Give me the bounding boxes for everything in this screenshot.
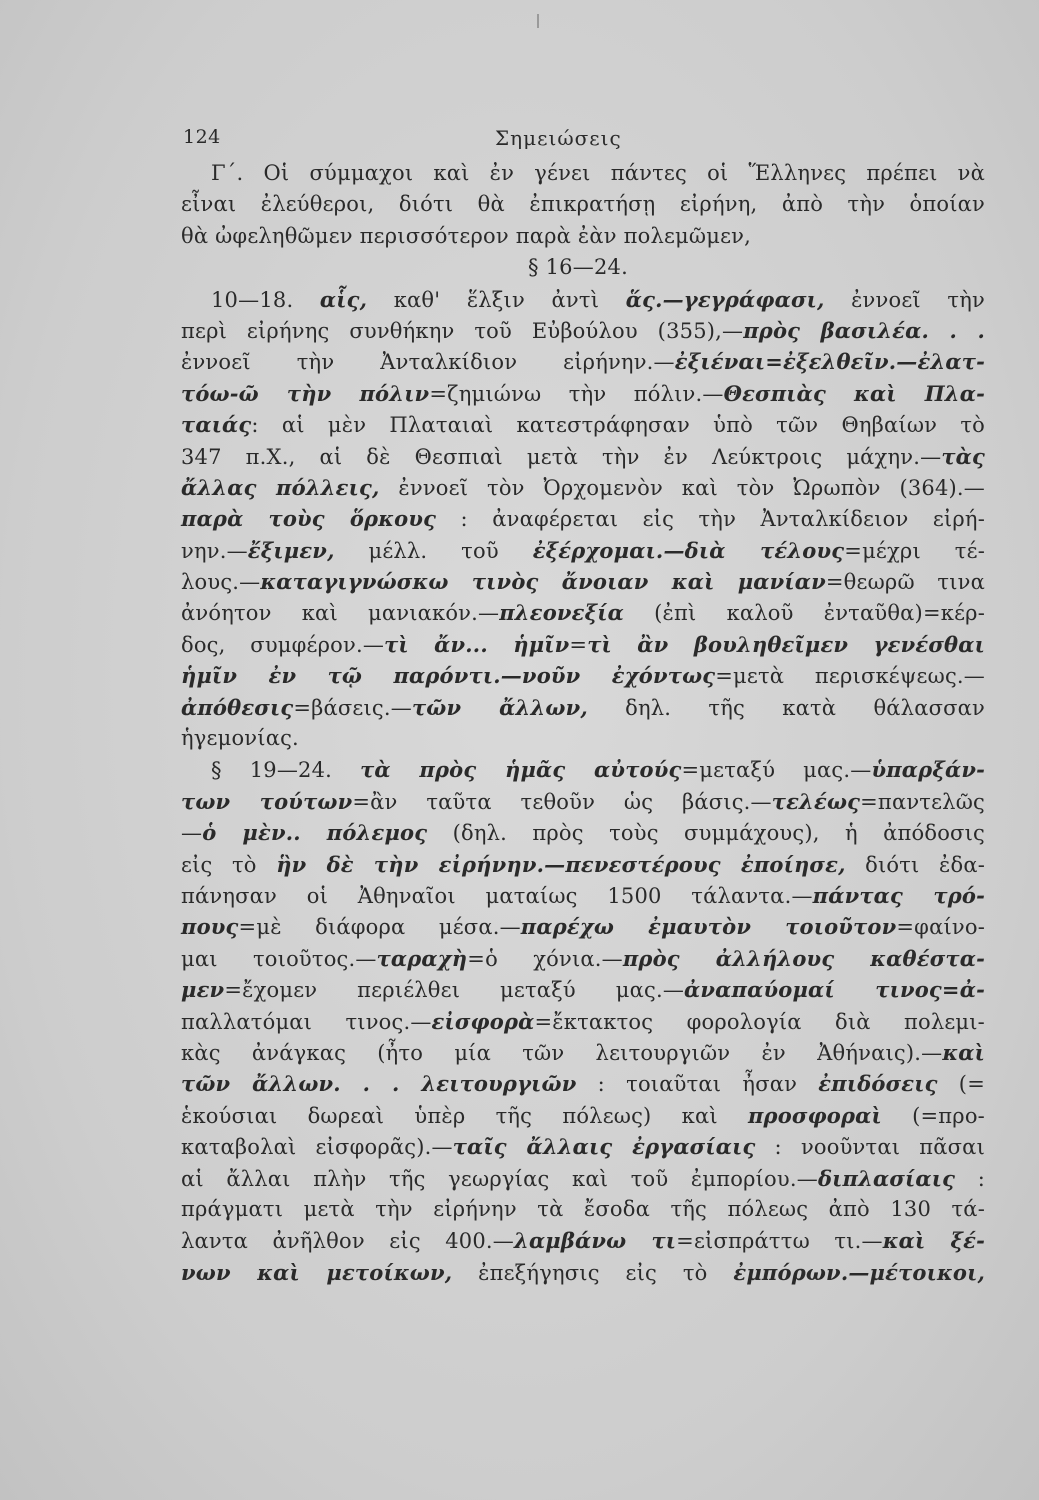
text-segment: ἐννοεῖ τὴν Ἀνταλκίδιον εἰρήνην.— xyxy=(181,350,675,375)
text-segment: ἡγεμονίας. xyxy=(181,726,299,751)
lemma-term: πάντας τρό- xyxy=(812,882,985,908)
text-segment: (ἐπὶ καλοῦ ἐνταῦθα)=κέρ- xyxy=(624,601,985,626)
lemma-term: καὶ xyxy=(942,1039,985,1065)
text-segment: Γ΄. Οἱ σύμμαχοι καὶ ἐν γένει πάντες οἱ Ἕλληνες πρέπει νὰ xyxy=(211,161,985,185)
text-line xyxy=(181,252,985,283)
text-segment: =ἂν ταῦτα τεθοῦν ὡς βάσις.— xyxy=(352,789,772,814)
lemma-term: καταγιγνώσκω τινὸς ἄνοιαν καὶ μανίαν xyxy=(260,569,826,595)
lemma-term: τῶν ἄλλων, xyxy=(411,694,588,720)
text-segment: ἑκούσιαι δωρεαὶ ὑπὲρ τῆς πόλεως) καὶ xyxy=(181,1103,748,1128)
text-segment: δος, συμφέρον.— xyxy=(181,632,385,657)
text-segment: =εἰσπράττω τι.— xyxy=(676,1229,883,1254)
lemma-term: διπλασίαις xyxy=(817,1165,956,1191)
lemma-term: ἅς.—γεγράφασι, xyxy=(625,286,825,312)
lemma-term: ταῖς ἄλλαις ἐργασίαις xyxy=(452,1134,756,1160)
text-line xyxy=(181,629,985,660)
text-segment: λους.— xyxy=(181,570,261,595)
notes-body-text xyxy=(181,158,985,1288)
text-segment: ἐννοεῖ τὸν Ὀρχομενὸν καὶ τὸν Ὠρωπὸν (364).— xyxy=(379,475,985,500)
text-line xyxy=(181,378,985,409)
text-segment: =ζημιώνω τὴν πόλιν.— xyxy=(429,381,724,406)
text-segment: καθ' ἕλξιν ἀντὶ xyxy=(367,287,626,312)
text-line xyxy=(181,315,985,346)
text-segment: πράγματι μετὰ τὴν εἰρήνην τὰ ἔσοδα τῆς πόλεως ἀπὸ 130 τά- xyxy=(181,1196,985,1221)
lemma-term: ἀναπαύομαί τινος=ἀ- xyxy=(684,977,985,1003)
lemma-term: Θεσπιὰς καὶ Πλα- xyxy=(723,380,985,406)
text-segment: =φαίνο- xyxy=(896,915,985,940)
text-segment: νην.— xyxy=(181,538,248,563)
lemma-term: πλεονεξία xyxy=(499,600,624,626)
text-line xyxy=(181,911,985,942)
text-segment: πάνησαν οἱ Ἀθηναῖοι ματαίως 1500 τάλαντα.— xyxy=(181,883,813,908)
text-segment: δηλ. τῆς κατὰ θάλασσαν xyxy=(587,695,985,720)
text-segment: (=προ- xyxy=(881,1103,985,1128)
lemma-term: πρὸς ἀλλήλους καθέστα- xyxy=(622,945,986,971)
lemma-term: τὶ ἄν... ἡμῖν xyxy=(384,631,570,657)
lemma-term: νων καὶ μετοίκων, xyxy=(181,1259,453,1285)
text-segment: =ἔχομεν περιέλθει μεταξύ μας.— xyxy=(224,978,685,1003)
text-line xyxy=(181,880,985,911)
text-segment: εἶναι ἐλεύθεροι, διότι θὰ ἐπικρατήσῃ εἰρήνη, ἀπὸ τὴν ὁποίαν xyxy=(181,192,985,217)
text-line xyxy=(181,1163,985,1194)
text-line xyxy=(181,503,985,534)
text-segment: =μέχρι τέ- xyxy=(844,538,985,563)
text-line xyxy=(181,849,985,880)
running-head xyxy=(183,126,823,152)
text-segment: : νοοῦνται πᾶσαι xyxy=(755,1135,985,1160)
text-line xyxy=(181,692,985,723)
text-segment: καταβολαὶ εἰσφορᾶς).— xyxy=(181,1135,453,1160)
text-line xyxy=(181,1006,985,1037)
lemma-term: ἐξιέναι=ἐξελθεῖν.—ἐλατ- xyxy=(674,349,985,375)
text-segment: 10—18. xyxy=(211,287,320,312)
text-segment: =παντελῶς xyxy=(860,789,985,814)
lemma-term: τῶν ἄλλων. . . λειτουργιῶν xyxy=(181,1071,577,1097)
lemma-term: τελέως xyxy=(771,788,861,814)
lemma-term: παρέχω ἐμαυτὸν τοιοῦτον xyxy=(520,914,897,940)
text-segment: : xyxy=(955,1166,985,1191)
lemma-term: παρὰ τοὺς ὅρκους xyxy=(181,506,437,532)
lemma-term: των τούτων xyxy=(181,788,353,814)
lemma-term: ταιάς xyxy=(181,412,252,438)
text-segment: εἰς τὸ xyxy=(181,852,277,877)
text-line xyxy=(181,974,985,1005)
text-segment: 347 π.Χ., αἱ δὲ Θεσπιαὶ μετὰ τὴν ἐν Λεύκτροις μάχην.— xyxy=(181,444,942,469)
lemma-term: αἷς, xyxy=(319,286,368,312)
text-line xyxy=(181,441,985,472)
lemma-term: ὑπαρξάν- xyxy=(871,757,986,783)
text-line xyxy=(181,1194,985,1225)
lemma-term: εἰσφορὰ xyxy=(431,1008,535,1034)
text-segment: =μεταξύ μας.— xyxy=(681,758,872,783)
text-segment: μαι τοιοῦτος.— xyxy=(181,946,377,971)
text-segment: περὶ εἰρήνης συνθήκην τοῦ Εὐβούλου (355),— xyxy=(181,318,744,343)
text-segment: : τοιαῦται ἦσαν xyxy=(576,1072,819,1097)
lemma-term: καὶ ξέ- xyxy=(882,1228,985,1254)
page-number: 124 xyxy=(183,126,221,148)
lemma-term: ἔξιμεν, xyxy=(247,537,335,563)
text-line xyxy=(181,472,985,503)
lemma-term: ἐξέρχομαι.—διὰ τέλους xyxy=(532,537,845,563)
text-segment: § 16—24. xyxy=(528,255,628,280)
text-line xyxy=(181,1068,985,1099)
text-segment: ἐννοεῖ τὴν xyxy=(824,287,985,312)
text-line xyxy=(181,189,985,220)
text-segment: =μετὰ περισκέψεως.— xyxy=(715,664,985,689)
text-segment: αἱ ἄλλαι πλὴν τῆς γεωργίας καὶ τοῦ ἐμπορίου.— xyxy=(181,1166,818,1191)
text-segment: (δηλ. πρὸς τοὺς συμμάχους), ἡ ἀπόδοσις xyxy=(427,821,985,846)
text-line xyxy=(181,346,985,377)
text-segment: =μὲ διάφορα μέσα.— xyxy=(238,915,521,940)
text-line xyxy=(181,1131,985,1162)
text-line xyxy=(181,723,985,754)
text-line xyxy=(181,1225,985,1256)
text-line xyxy=(181,660,985,691)
text-line xyxy=(181,1257,985,1288)
text-line xyxy=(181,535,985,566)
text-segment: λαντα ἀνῆλθον εἰς 400.— xyxy=(181,1229,515,1254)
text-line xyxy=(181,817,985,848)
text-segment: μέλλ. τοῦ xyxy=(334,538,533,563)
text-segment: =βάσεις.— xyxy=(293,695,412,720)
lemma-term: ἡμῖν ἐν τῷ παρόντι.—νοῦν ἐχόντως xyxy=(181,663,716,689)
text-segment: ἐπεξήγησις εἰς τὸ xyxy=(452,1260,734,1285)
lemma-term: τὶ ἂν βουληθεῖμεν γενέσθαι xyxy=(587,631,985,657)
text-segment: παλλατόμαι τινος.— xyxy=(181,1009,432,1034)
scan-artifact-mark xyxy=(537,14,539,28)
text-segment: — xyxy=(181,821,203,846)
text-line xyxy=(181,566,985,597)
lemma-term: ταραχὴ xyxy=(376,945,468,971)
text-line xyxy=(181,754,985,785)
lemma-term: προσφοραὶ xyxy=(747,1102,882,1128)
text-line xyxy=(181,1037,985,1068)
text-segment: =ἔκτακτος φορολογία διὰ πολεμι- xyxy=(534,1009,985,1034)
lemma-term: τὰ πρὸς ἡμᾶς αὐτούς xyxy=(360,757,682,783)
text-segment: =ὁ χόνια.— xyxy=(467,946,623,971)
text-segment: § 19—24. xyxy=(211,758,361,783)
lemma-term: ὁ μὲν.. πόλεμος xyxy=(202,820,428,846)
text-line xyxy=(181,1100,985,1131)
text-segment: : αἱ μὲν Πλαταιαὶ κατεστράφησαν ὑπὸ τῶν Θηβαίων τὸ xyxy=(251,413,985,438)
lemma-term: ἀπόθεσις xyxy=(181,694,294,720)
text-segment: ἀνόητον καὶ μανιακόν.— xyxy=(181,601,500,626)
text-segment: (= xyxy=(937,1072,985,1097)
text-segment: θὰ ὠφεληθῶμεν περισσότερον παρὰ ἐὰν πολεμῶμεν, xyxy=(181,223,751,248)
text-line xyxy=(181,409,985,440)
text-line xyxy=(181,786,985,817)
lemma-term: ἣν δὲ τὴν εἰρήνην.—πενεστέρους ἐποίησε, xyxy=(276,851,846,877)
text-line xyxy=(181,158,985,189)
text-line xyxy=(181,943,985,974)
lemma-term: πρὸς βασιλέα. . . xyxy=(743,317,985,343)
text-segment: =θεωρῶ τινα xyxy=(825,570,985,595)
text-line xyxy=(181,284,985,315)
lemma-term: ἐπιδόσεις xyxy=(818,1071,938,1097)
text-line xyxy=(181,221,985,252)
lemma-term: πους xyxy=(181,914,239,940)
lemma-term: ἐμπόρων.—μέτοικοι, xyxy=(733,1259,985,1285)
text-segment: διότι ἐδα- xyxy=(845,852,985,877)
lemma-term: ἄλλας πόλλεις, xyxy=(181,474,380,500)
lemma-term: λαμβάνω τι xyxy=(514,1228,677,1254)
text-segment: κὰς ἀνάγκας (ἦτο μία τῶν λειτουργιῶν ἐν Ἀθήναις).— xyxy=(181,1040,943,1065)
text-segment: : ἀναφέρεται εἰς τὴν Ἀνταλκίδειον εἰρή- xyxy=(436,507,985,532)
lemma-term: τὰς xyxy=(941,443,985,469)
text-line xyxy=(181,597,985,628)
text-segment: = xyxy=(569,632,588,657)
page-title: Σημειώσεις xyxy=(495,126,622,150)
lemma-term: μεν xyxy=(181,977,225,1003)
lemma-term: τόω-ῶ τὴν πόλιν xyxy=(181,380,430,406)
